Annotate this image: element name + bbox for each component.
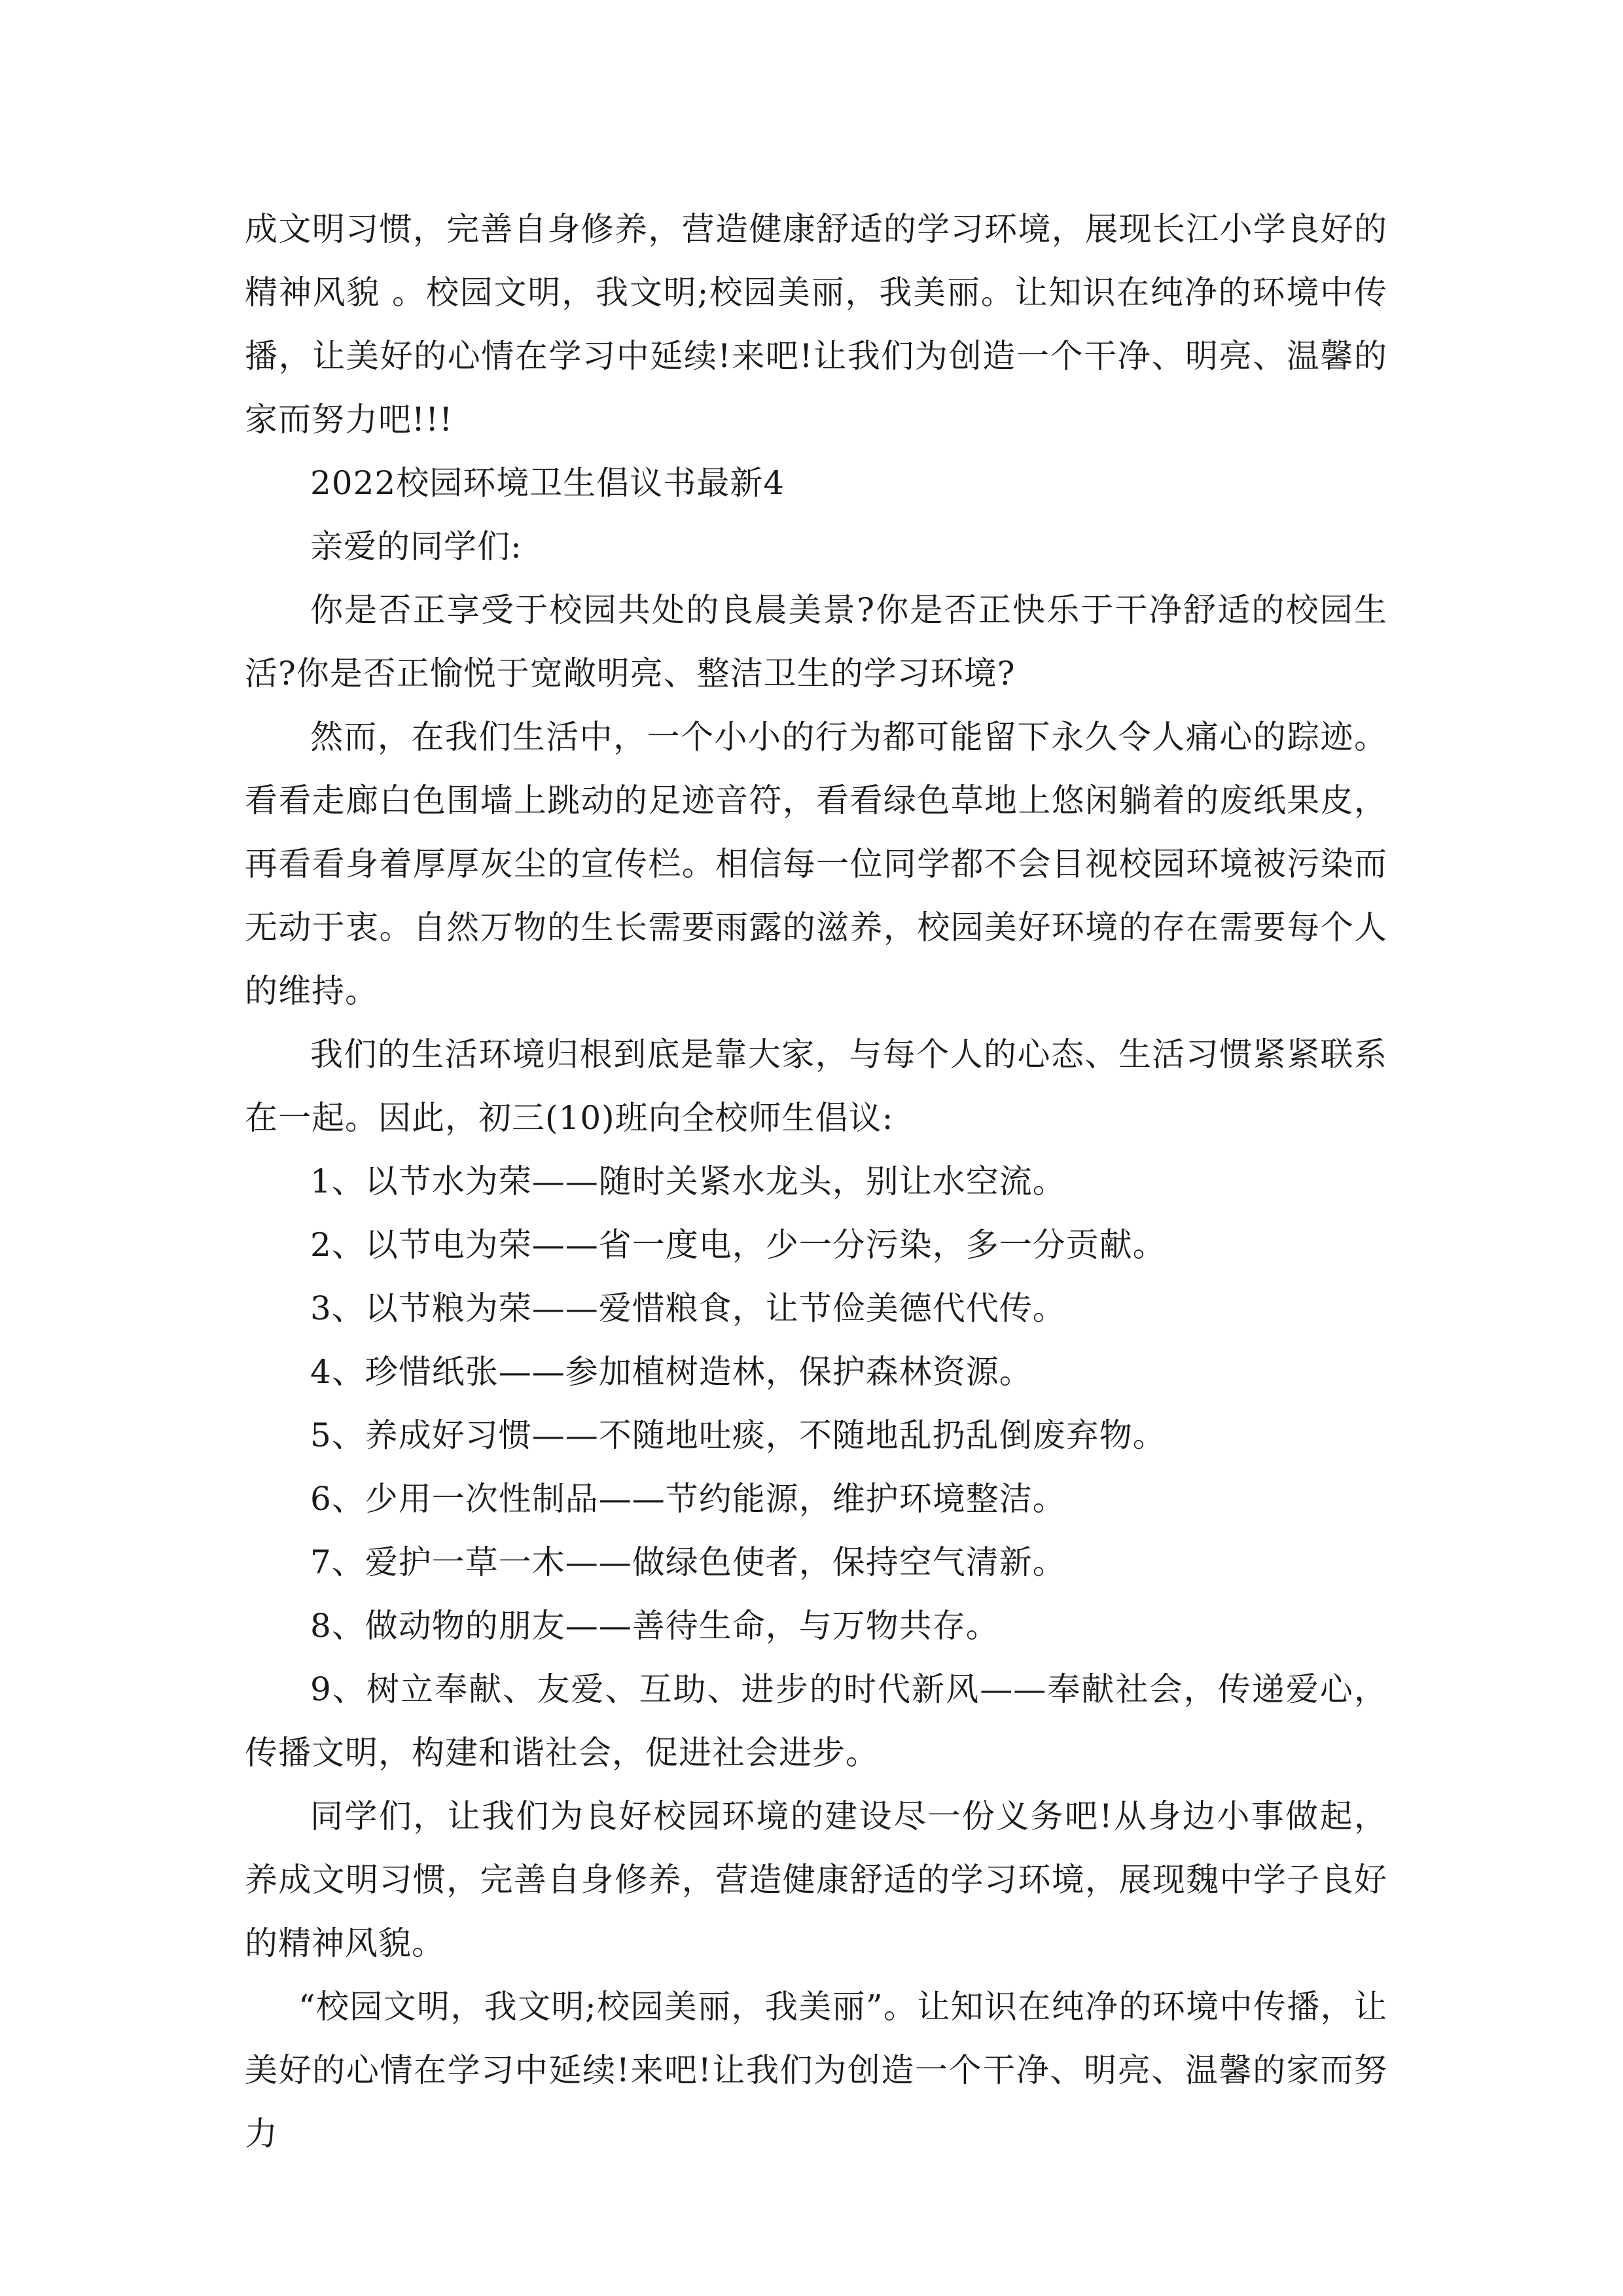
paragraph: “校园文明，我文明;校园美丽，我美丽”。让知识在纯净的环境中传播，让美好的心情在学习中延续!来吧!让我们为创造一个干净、明亮、温馨的家而努力 — [245, 1988, 1387, 2153]
list-item: 3、以节粮为荣——爱惜粮食，让节俭美德代代传。 — [310, 1289, 1066, 1327]
salutation: 亲爱的同学们: — [310, 528, 522, 565]
list-item: 9、树立奉献、友爱、互助、进步的时代新风——奉献社会，传递爱心，传播文明，构建和谐社会，促进社会进步。 — [245, 1670, 1387, 1772]
paragraph: 你是否正享受于校园共处的良晨美景?你是否正快乐于干净舒适的校园生活?你是否正愉悦于宽敞明亮、整洁卫生的学习环境? — [245, 591, 1387, 692]
list-item: 2、以节电为荣——省一度电，少一分污染，多一分贡献。 — [310, 1226, 1166, 1264]
list-item: 8、做动物的朋友——善待生命，与万物共存。 — [310, 1607, 999, 1645]
document-body — [245, 198, 1387, 2166]
list-item: 7、爱护一草一木——做绿色使者，保持空气清新。 — [310, 1543, 1066, 1581]
list-item: 5、养成好习惯——不随地吐痰，不随地乱扔乱倒废弃物。 — [310, 1416, 1166, 1454]
list-item: 6、少用一次性制品——节约能源，维护环境整洁。 — [310, 1480, 1066, 1518]
paragraph: 同学们，让我们为良好校园环境的建设尽一份义务吧!从身边小事做起，养成文明习惯，完善自身修养，营造健康舒适的学习环境，展现魏中学子良好的精神风貌。 — [245, 1797, 1387, 1962]
list-item: 4、珍惜纸张——参加植树造林，保护森林资源。 — [310, 1353, 1033, 1391]
section-title: 2022校园环境卫生倡议书最新4 — [310, 464, 785, 502]
paragraph: 我们的生活环境归根到底是靠大家，与每个人的心态、生活习惯紧紧联系在一起。因此，初三(10)班向全校师生倡议: — [245, 1035, 1387, 1137]
paragraph-continuation: 成文明习惯，完善自身修养，营造健康舒适的学习环境，展现长江小学良好的精神风貌 。校园文明，我文明;校园美丽，我美丽。让知识在纯净的环境中传播，让美好的心情在学习中延续!来吧!让我们为创造一个干净、明亮、温馨的家而努力吧!!! — [245, 210, 1387, 439]
paragraph: 然而，在我们生活中，一个小小的行为都可能留下永久令人痛心的踪迹。看看走廊白色围墙上跳动的足迹音符，看看绿色草地上悠闲躺着的废纸果皮，再看看身着厚厚灰尘的宣传栏。相信每一位同学都不会目视校园环境被污染而无动于衷。自然万物的生长需要雨露的滋养，校园美好环境的存在需要每个人的维持。 — [245, 718, 1387, 1010]
list-item: 1、以节水为荣——随时关紧水龙头，别让水空流。 — [310, 1162, 1066, 1200]
